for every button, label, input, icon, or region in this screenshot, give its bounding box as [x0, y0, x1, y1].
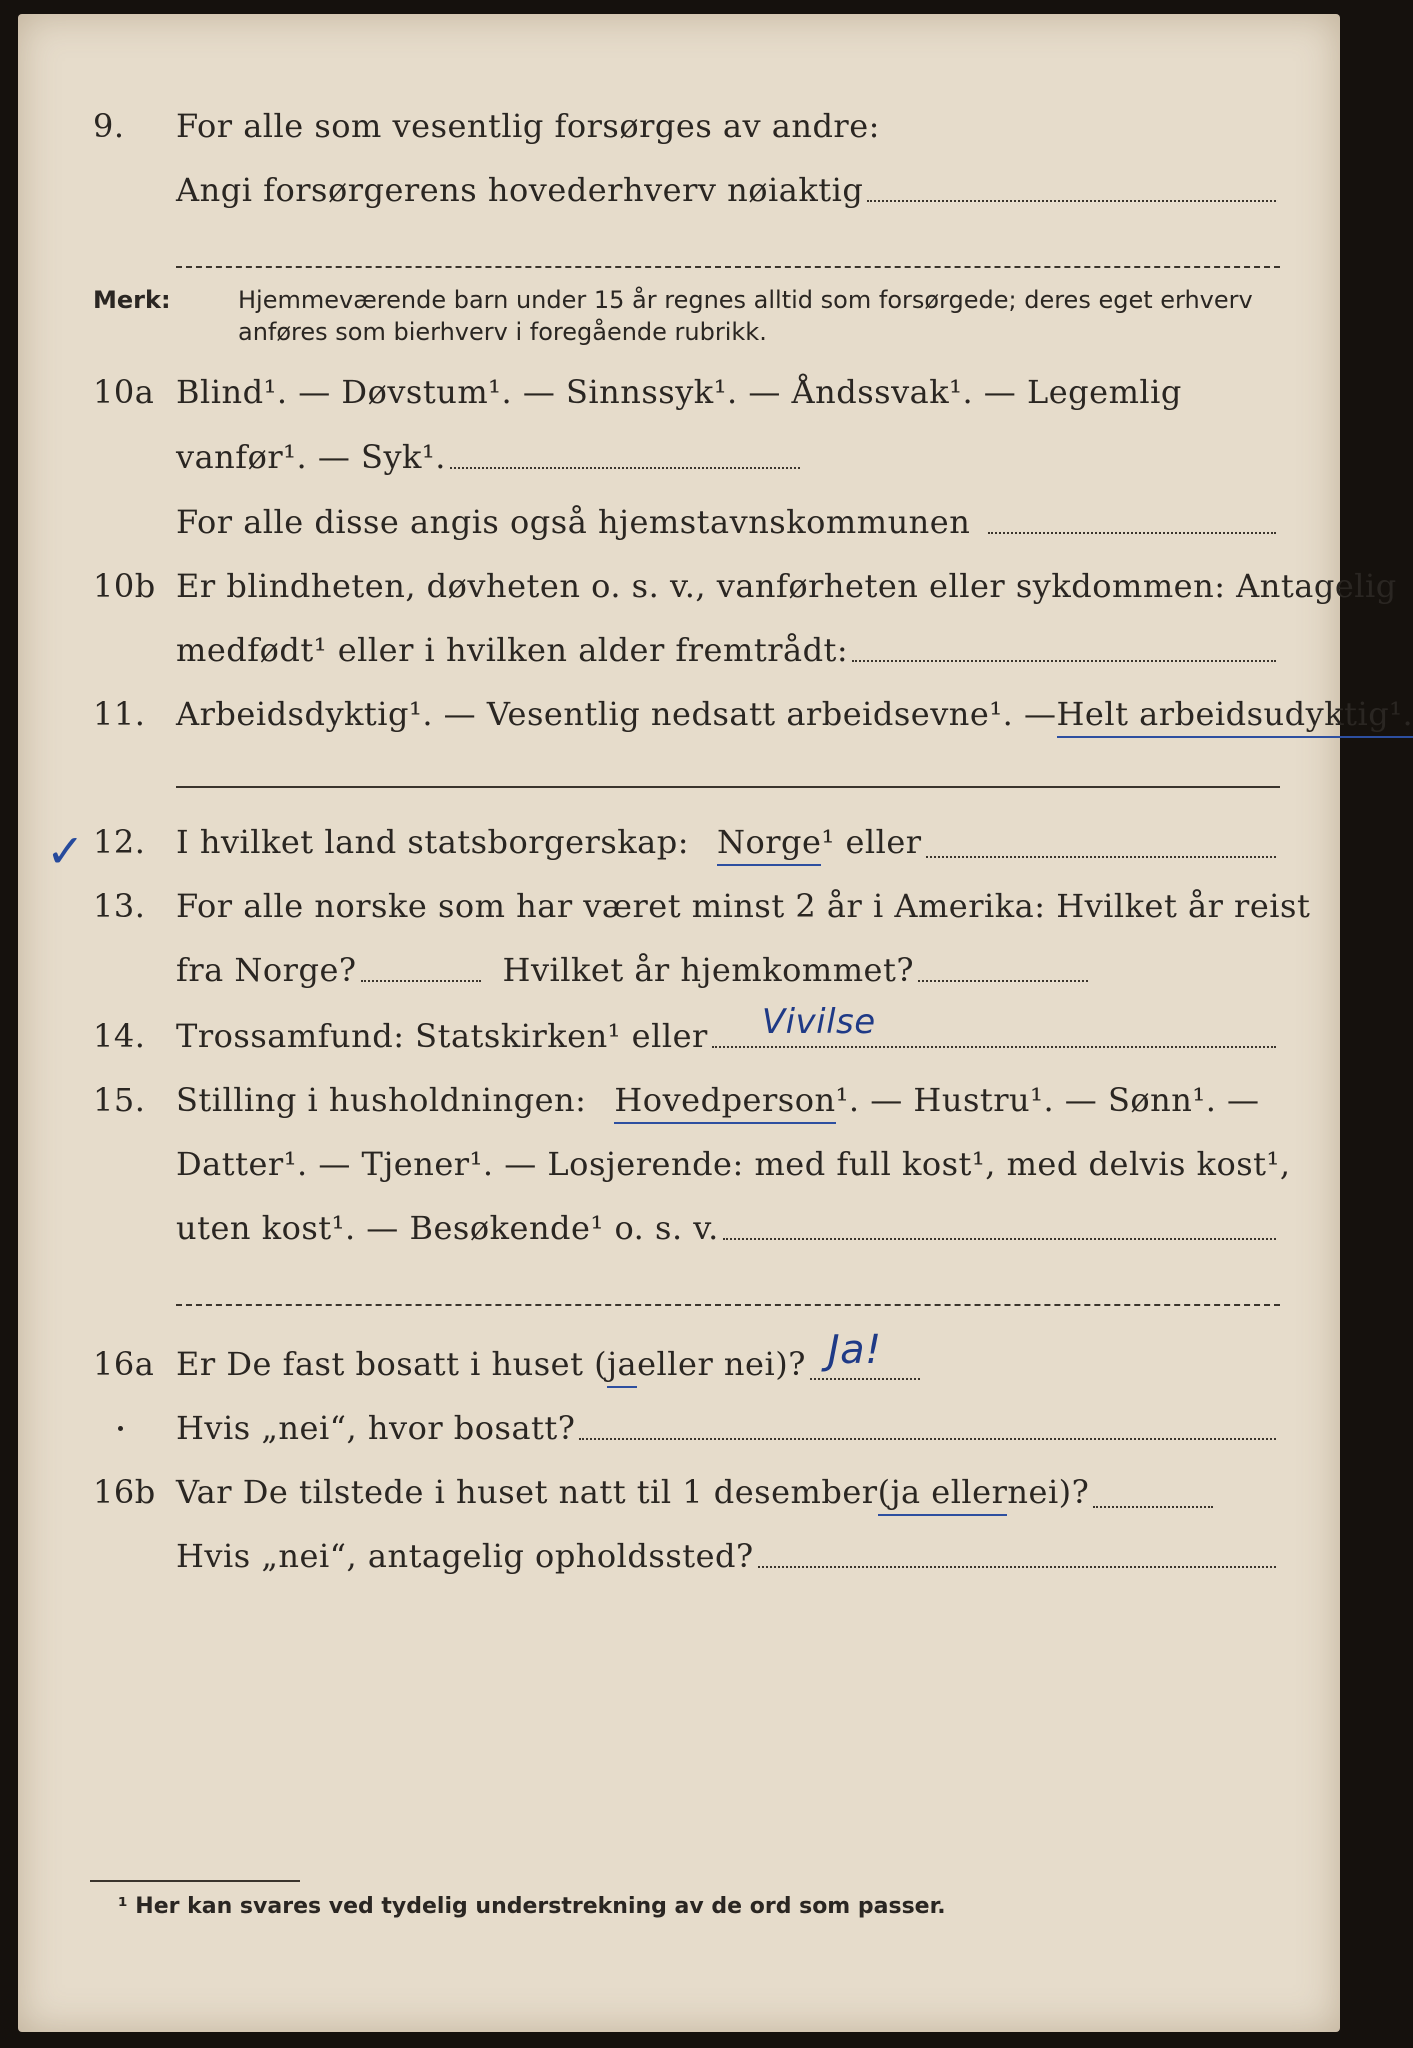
q9-number: 9. — [93, 107, 125, 145]
q11-number: 11. — [93, 695, 146, 733]
q13-number: 13. — [93, 887, 146, 925]
q16b-number: 16b — [93, 1473, 156, 1511]
q13-text1: For alle norske som har været minst 2 år i Amerika: Hvilket år reist — [176, 887, 1311, 925]
q10a-syk-line[interactable] — [450, 467, 800, 469]
q16b-text2: Hvis „nei“, antagelig opholdssted? — [176, 1537, 754, 1575]
q14-text: Trossamfund: Statskirken¹ eller — [176, 1017, 708, 1055]
q15-text1c: ¹. — Hustru¹. — Sønn¹. — — [835, 1081, 1260, 1119]
q16a-number: 16a — [93, 1345, 155, 1383]
q15-text2: Datter¹. — Tjener¹. — Losjerende: med full kost¹, med delvis kost¹, — [176, 1145, 1291, 1183]
q15-text3: uten kost¹. — Besøkende¹ o. s. v. — [176, 1209, 719, 1247]
q12-text-eller: ¹ eller — [821, 823, 922, 861]
q9-answer-line[interactable] — [867, 200, 1276, 202]
q12-answer-line[interactable] — [926, 856, 1276, 858]
stray-dot — [118, 1426, 123, 1431]
q15-number: 15. — [93, 1081, 146, 1119]
census-form-page — [18, 14, 1413, 2032]
q10a-number: 10a — [93, 373, 155, 411]
q15-text1a: Stilling i husholdningen: — [176, 1081, 587, 1119]
merk-text2: anføres som bierhverv i foregående rubrikk. — [238, 318, 767, 346]
q16b-text1a: Var De tilstede i huset natt til 1 desember — [176, 1473, 878, 1511]
q10b-text1: Er blindheten, døvheten o. s. v., vanførheten eller sykdommen: Antagelig — [176, 567, 1397, 605]
q10b-text2: medfødt¹ eller i hvilken alder fremtrådt: — [176, 631, 849, 669]
q10a-kommune-line[interactable] — [988, 532, 1276, 534]
q12-answer-norge: Norge — [717, 822, 821, 866]
q15-answer-hovedperson: Hovedperson — [614, 1080, 835, 1124]
q16b-text1c: nei)? — [1007, 1473, 1090, 1511]
q16a-handwritten-answer: Ja! — [827, 1327, 882, 1373]
q16a-bosatt-line[interactable] — [579, 1438, 1276, 1440]
q14-number: 14. — [93, 1017, 146, 1055]
q13-text2a: fra Norge? — [176, 951, 357, 989]
q10b-answer-line[interactable] — [852, 660, 1276, 662]
q14-handwritten-answer: Vivilse — [761, 1002, 876, 1042]
q16b-answer-line[interactable] — [1093, 1506, 1213, 1508]
q10b-number: 10b — [93, 567, 156, 605]
q16a-text1c: eller nei)? — [637, 1345, 806, 1383]
q15-extra-line[interactable] — [176, 1304, 1280, 1306]
q15-answer-line[interactable] — [723, 1238, 1276, 1240]
q16b-opholdssted-line[interactable] — [758, 1566, 1276, 1568]
q16a-text1a: Er De fast bosatt i huset ( — [176, 1345, 608, 1383]
q10a-text3: For alle disse angis også hjemstavnskommunen — [176, 503, 971, 541]
q16a-text2: Hvis „nei“, hvor bosatt? — [176, 1409, 576, 1447]
q13-hjemkommet-line[interactable] — [918, 980, 1088, 982]
q12-number: 12. — [93, 823, 146, 861]
q13-text2b: Hvilket år hjemkommet? — [502, 951, 914, 989]
footnote: ¹ Her kan svares ved tydelig understrekning av de ord som passer. — [118, 1894, 946, 1919]
q10a-text1: Blind¹. — Døvstum¹. — Sinnssyk¹. — Åndssvak¹. — Legemlig — [176, 373, 1182, 411]
merk-label: Merk: — [93, 286, 171, 314]
footnote-rule — [90, 1880, 300, 1882]
q11-text: Arbeidsdyktig¹. — Vesentlig nedsatt arbeidsevne¹. — — [176, 695, 1057, 733]
q9-text2: Angi forsørgerens hovederhverv nøiaktig — [176, 171, 864, 209]
checkmark-icon: ✓ — [46, 824, 85, 878]
merk-text1: Hjemmeværende barn under 15 år regnes alltid som forsørgede; deres eget erhverv — [238, 286, 1253, 314]
q12-text: I hvilket land statsborgerskap: — [176, 823, 689, 861]
q9-extra-line[interactable] — [176, 266, 1280, 268]
q14-answer-line[interactable] — [712, 1002, 1276, 1048]
q16a-answer-line[interactable] — [810, 1327, 920, 1380]
q11-underlined-answer: Helt arbeidsudyktig¹. — [1057, 694, 1413, 738]
q16a-answer-ja: ja — [607, 1344, 637, 1388]
q10a-text2: vanfør¹. — Syk¹. — [176, 438, 446, 476]
q13-reist-line[interactable] — [361, 980, 481, 982]
q11-divider — [176, 786, 1280, 788]
q9-text1: For alle som vesentlig forsørges av andre: — [176, 107, 880, 145]
q16b-underlined: (ja eller — [878, 1472, 1008, 1516]
